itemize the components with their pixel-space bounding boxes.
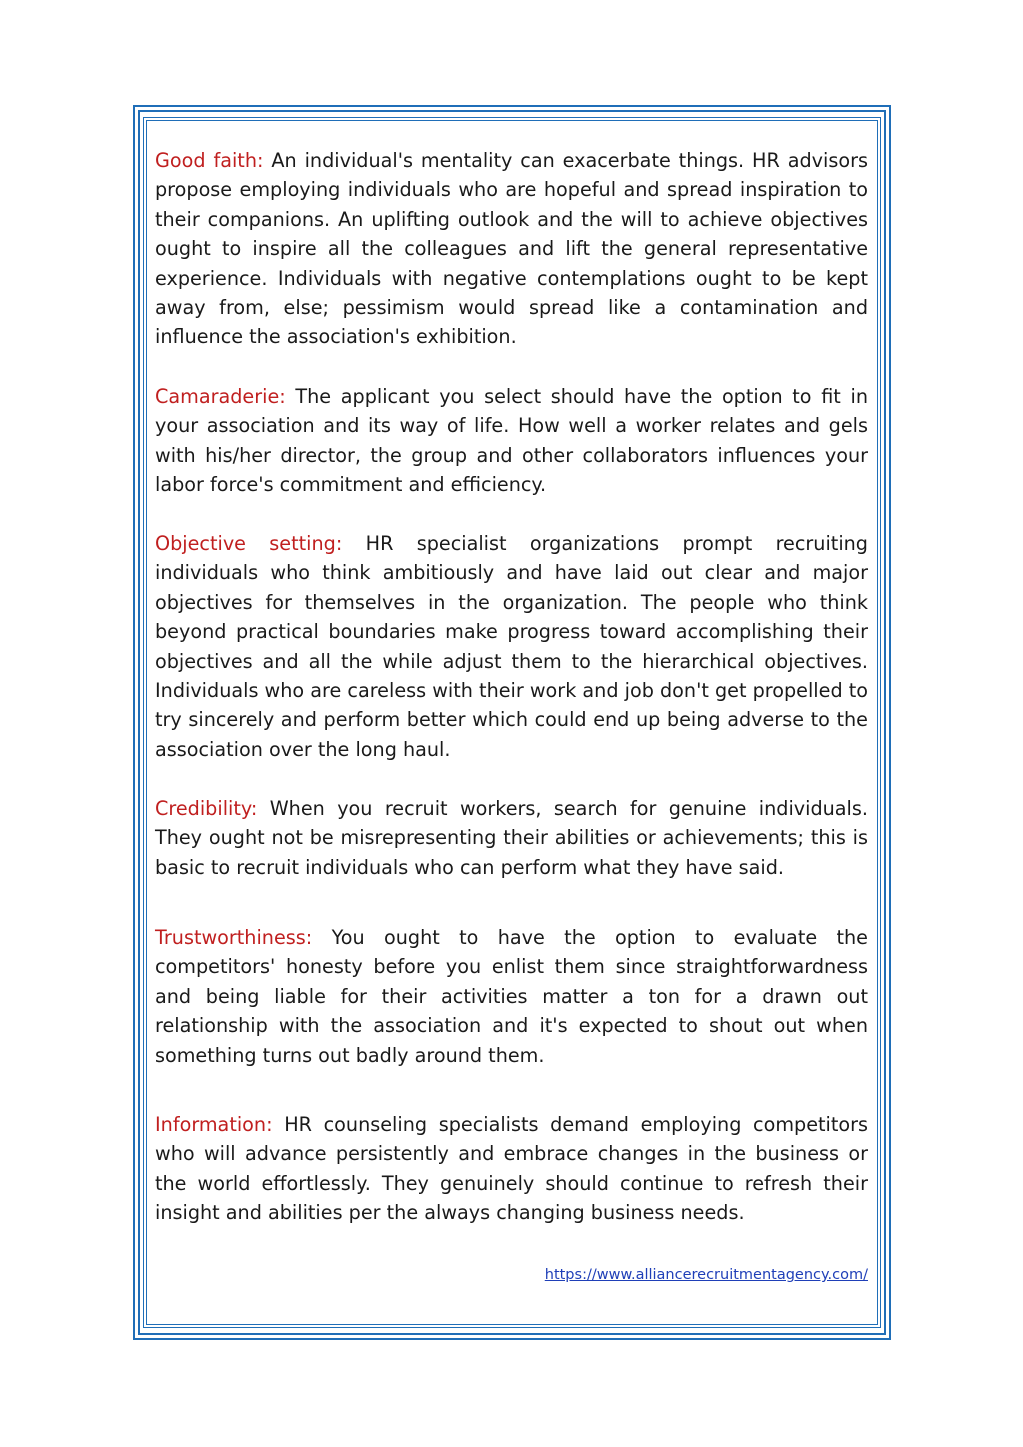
section-trustworthiness <box>155 923 868 1070</box>
section-heading: Objective setting: <box>155 532 343 555</box>
section-credibility <box>155 794 868 882</box>
section-heading: Good faith: <box>155 149 264 172</box>
section-body: You ought to have the option to evaluate the competitors' honesty before you enlist them since straightforwardness and being liable for their activities matter a ton for a drawn out relationship with the association and it's expected to shout out when something turns out badly around them. <box>155 926 868 1067</box>
section-objective-setting <box>155 529 868 764</box>
section-body: HR specialist organizations prompt recruiting individuals who think ambitiously and have laid out clear and major objectives for themselves in the organization. The people who think beyond practical boundaries make progress toward accomplishing their objectives and all the while adjust them to the hierarchical objectives. Individuals who are careless with their work and job don't get propelled to try sincerely and perform better which could end up being adverse to the association over the long haul. <box>155 532 868 761</box>
section-body: HR counseling specialists demand employing competitors who will advance persistently and embrace changes in the business or the world effortlessly. They genuinely should continue to refresh their insight and abilities per the always changing business needs. <box>155 1113 868 1225</box>
section-body: When you recruit workers, search for genuine individuals. They ought not be misrepresenting their abilities or achievements; this is basic to recruit individuals who can perform what they have said. <box>155 797 868 879</box>
section-body: An individual's mentality can exacerbate things. HR advisors propose employing individuals who are hopeful and spread inspiration to their companions. An uplifting outlook and the will to achieve objectives ought to inspire all the colleagues and lift the general representative experience. Individuals with negative contemplations ought to be kept away from, else; pessimism would spread like a contamination and influence the association's exhibition. <box>155 149 868 349</box>
section-camaraderie <box>155 382 868 500</box>
section-heading: Credibility: <box>155 797 258 820</box>
section-good-faith <box>155 146 868 352</box>
section-heading: Camaraderie: <box>155 385 286 408</box>
website-link[interactable]: https://www.alliancerecruitmentagency.com/ <box>544 1267 868 1283</box>
section-heading: Information: <box>155 1113 273 1136</box>
section-body: The applicant you select should have the option to fit in your association and its way of life. How well a worker relates and gels with his/her director, the group and other collaborators influences your labor force's commitment and efficiency. <box>155 385 868 497</box>
section-information <box>155 1110 868 1228</box>
section-heading: Trustworthiness: <box>155 926 313 949</box>
